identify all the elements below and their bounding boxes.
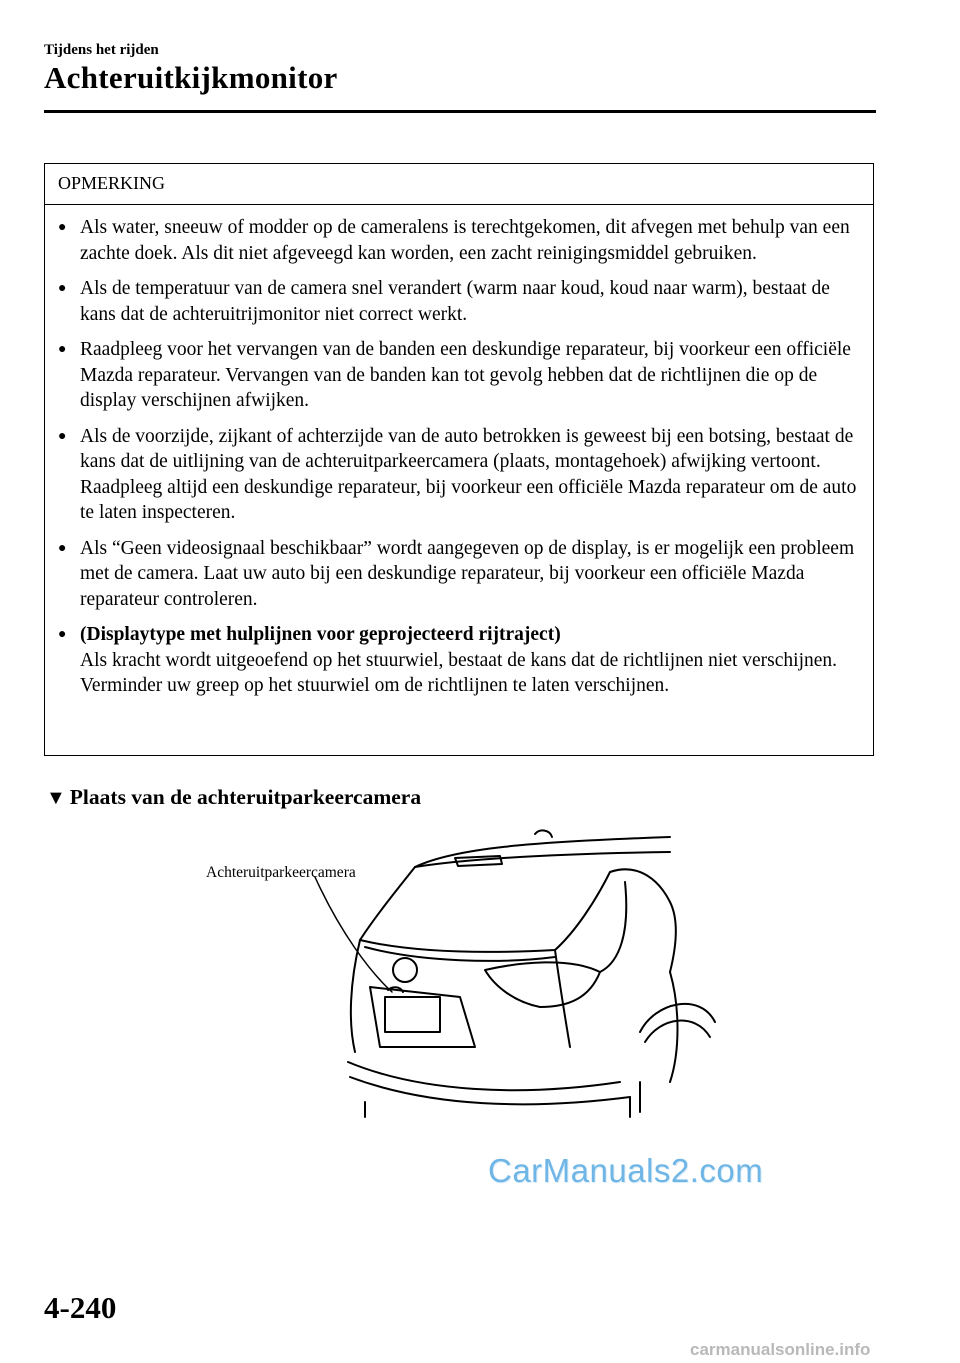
page-title: Achteruitkijkmonitor	[44, 60, 338, 95]
note-item	[57, 215, 859, 266]
note-item-text: Raadpleeg voor het vervangen van de banden een deskundige reparateur, bij voorkeur een officiële Mazda reparateur. Vervangen van de banden kan tot gevolg hebben dat de richtlijnen die op de display verschijnen afwijken.	[80, 339, 851, 411]
bullet-icon: ●	[58, 627, 67, 642]
note-item	[57, 622, 859, 699]
note-item	[57, 276, 859, 327]
figure-callout: Achteruitparkeercamera	[206, 864, 356, 881]
page-number: 4-240	[44, 1290, 117, 1325]
section-label: Tijdens het rijden	[44, 42, 159, 58]
note-item-text: Als water, sneeuw of modder op de cameralens is terechtgekomen, dit afvegen met behulp van een zachte doek. Als dit niet afgeveegd kan worden, een zacht reinigingsmiddel gebruiken.	[80, 217, 850, 264]
watermark-text: CarManuals2.com	[488, 1152, 764, 1189]
subsection-heading	[46, 785, 421, 810]
note-item	[57, 337, 859, 414]
note-label: OPMERKING	[45, 164, 873, 205]
note-item	[57, 424, 859, 526]
note-item-text: Als de voorzijde, zijkant of achterzijde van de auto betrokken is geweest bij een botsing, bestaat de kans dat de uitlijning van de achteruitparkeercamera (plaats, montagehoek) afwijking vertoont. Raadpleeg altijd een deskundige reparateur, bij voorkeur een officiële Mazda reparateur om de auto te laten inspecteren.	[80, 425, 857, 523]
note-item-text: Als de temperatuur van de camera snel verandert (warm naar koud, koud naar warm), bestaat de kans dat de achteruitrijmonitor niet correct werkt.	[80, 278, 830, 325]
triangle-down-icon: ▼	[46, 787, 66, 809]
bullet-icon: ●	[58, 281, 67, 296]
title-divider	[44, 110, 876, 113]
note-list	[45, 205, 873, 699]
note-item-lead: (Displaytype met hulplijnen voor geprojecteerd rijtraject)	[80, 624, 561, 645]
subsection-title: Plaats van de achteruitparkeercamera	[69, 785, 422, 809]
note-item-text: Als kracht wordt uitgeoefend op het stuurwiel, bestaat de kans dat de richtlijnen niet verschijnen. Verminder uw greep op het stuurwiel om de richtlijnen te laten verschijnen.	[80, 649, 838, 696]
note-item	[57, 536, 859, 613]
bullet-icon: ●	[58, 540, 67, 556]
footer-watermark: carmanualsonline.info	[690, 1340, 871, 1359]
bullet-icon: ●	[58, 428, 67, 444]
bullet-icon: ●	[58, 342, 67, 357]
note-box	[44, 163, 874, 756]
bullet-icon: ●	[58, 220, 67, 235]
note-item-text: Als “Geen videosignaal beschikbaar” wordt aangegeven op de display, is er mogelijk een probleem met de camera. Laat uw auto bij een deskundige reparateur, bij voorkeur een officiële Mazda reparateur controleren.	[80, 537, 855, 610]
